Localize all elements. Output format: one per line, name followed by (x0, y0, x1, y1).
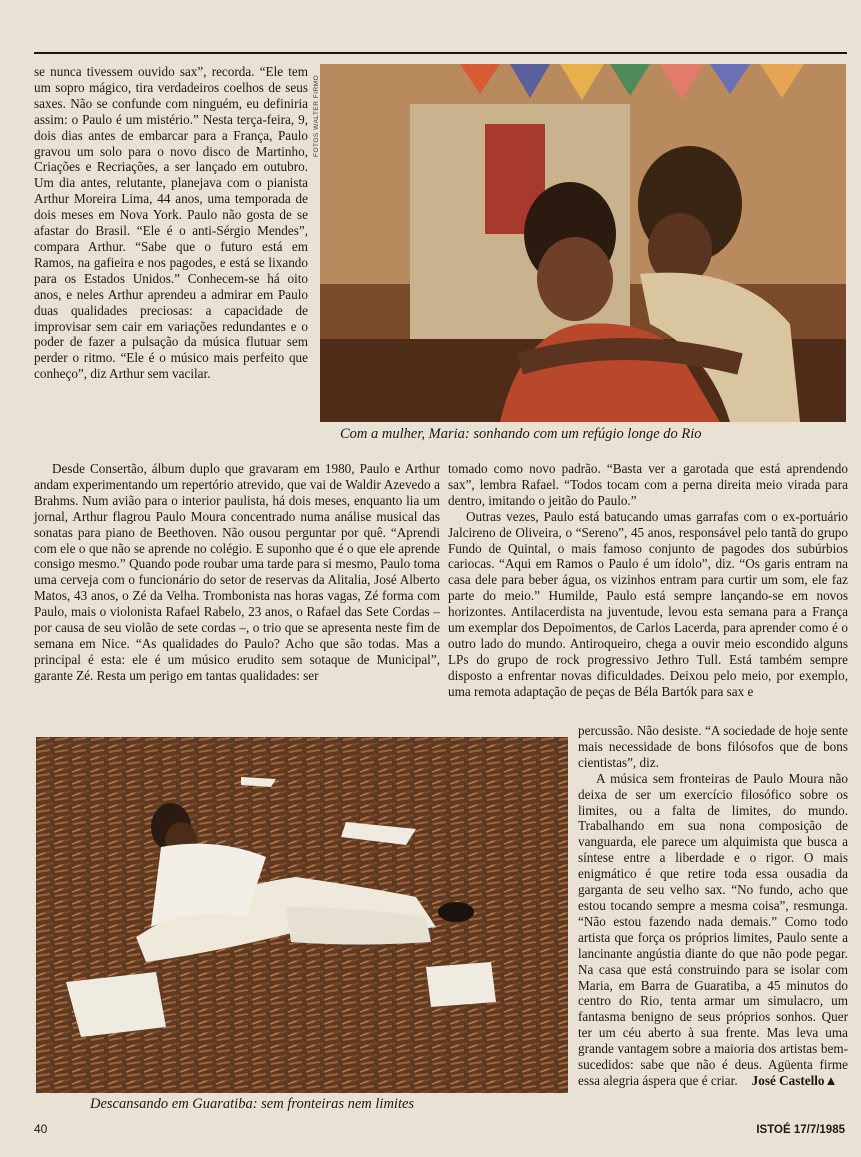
photo-credit: FOTOS WALTER FIRMO (313, 74, 320, 158)
article-paragraph: Outras vezes, Paulo está batucando umas garrafas com o ex-portuário Jalcireno de Oliveira, o “Sereno”, 45 anos, responsável pelo tantã do grupo Fundo de Quintal, o mais famoso conjunto de pagodes dos subúrbios cariocas. “Aqui em Ramos o Paulo é um ídolo”, diz. “Os garis entram na casa dele para beber água, os vizinhos entram para curtir um som, ele faz parte do meio.” Humilde, Paulo está sempre lançando-se em novos horizontes. Antilacerdista na juventude, levou esta semana para a França um exemplar dos Depoimentos, de Carlos Lacerda, para aprender como é o outro lado do mundo. Antiroqueiro, chega a ouvir meio escondido alguns LPs do grupo de rock progressivo Jethro Tull. Está também sempre disposto a enfrentar novas dificuldades. Deixou pelo meio, por exemplo, uma remota adaptação de peças de Béla Bartók para sax e (448, 508, 848, 699)
issue-date: ISTOÉ 17/7/1985 (756, 1124, 845, 1136)
article-paragraph: Desde Consertão, álbum duplo que gravaram em 1980, Paulo e Arthur andam experimentando um repertório atrevido, que vai de Waldir Azevedo a Brahms. Num avião para o interior paulista, há dois meses, enquanto lia um jornal, Arthur flagrou Paulo Moura concentrado numa análise musical das sonatas para piano de Beethoven. Não ousou perguntar por quê. “Aprendi com ele o que não se aprende no colégio. E suponho que é o que ele aprende consigo mesmo.” Quando pode roubar uma tarde para si mesmo, Paulo toma uma cerveja com o funcionário do setor de reservas da Alitalia, José Alberto Matos, 43 anos, o Zé da Velha. Trombonista nas horas vagas, Zé forma com Paulo, mais o violonista Rafael Rabelo, 23 anos, o Rafael das Sete Cordas – por causa de seu violão de sete cordas –, o trio que se apresenta neste fim de semana em Nice. “As qualidades do Paulo? Acho que são todas. Mas a principal é esta: ele é um músico erudito sem sotaque de Municipal”, garante Zé. Resta um perigo em tantas qualidades: ser (34, 461, 440, 683)
article-column-3 (578, 723, 848, 1089)
photo-couple (320, 64, 846, 422)
article-paragraph: se nunca tivessem ouvido sax”, recorda. “Ele tem um sopro mágico, tira verdadeiros coelhos de seus saxes. Não se confunde com ninguém, eu definiria assim: o Paulo é um mistério.” Nesta terça-feira, 9, dois dias antes de embarcar para a França, Paulo gravou um solo para o novo disco de Martinho, Criações e Recriações, a ser lançado em outubro. Um dia antes, relutante, planejava com o pianista Arthur Moreira Lima, 44 anos, uma temporada de dois meses em Nova York. Paulo não gosta de se afastar do Brasil. “Ele é o anti-Sérgio Mendes”, compara Arthur. “Sabe que o futuro está em Ramos, na gafieira e nos pagodes, e está se lixando para os Estados Unidos.” Conhecem-se há oito anos, e neles Arthur aprendeu a admirar em Paulo duas qualidades preciosas: a capacidade de improvisar sem cair em variações redundantes e o poder de fazer a pulsação da música flutuar sem perder o ritmo. “Ele é o músico mais perfeito que conheço”, diz Arthur sem vacilar. (34, 64, 308, 382)
photo-lying-man-image (36, 737, 568, 1093)
page-number: 40 (34, 1122, 48, 1136)
article-column-2 (448, 461, 848, 700)
article-paragraph (578, 771, 848, 1089)
photo-caption-2: Descansando em Guaratiba: sem fronteiras nem limites (90, 1096, 415, 1112)
article-paragraph: percussão. Não desiste. “A sociedade de hoje sente mais necessidade de bons filósofos que de bons cientistas”, diz. (578, 723, 848, 770)
photo-lying-man (36, 737, 568, 1093)
article-paragraph: tomado como novo padrão. “Basta ver a garotada que está aprendendo sax”, lembra Rafael. “Todos tocam com a perna direita meio virada para dentro, imitando o jeitão do Paulo.” (448, 461, 848, 508)
article-text: A música sem fronteiras de Paulo Moura não deixa de ser um exercício filosófico sobre os limites, ou a falta de limites, do mundo. Trabalhando em sua nona composição de vanguarda, ele parece um alquimista que busca a síntese entre a liberdade e o rigor. O mais enigmático é que retire toda essa ousadia da garganta de seu velho sax. “No fundo, acho que estou tocando sempre a mesma coisa”, resmunga. “Não estou fazendo nada demais.” Como todo artista que força os próprios limites, Paulo sente a lancinante angústia diante do que não pode pegar. Na casa que está construindo para se isolar com Maria, em Barra de Guaratiba, a 45 minutos do centro do Rio, tenta armar um simulacro, um fantasma benigno de seus próprios sonhos. Quer ter um céu aberto à sua frente. Mas leva uma grande vantagem sobre a maioria dos artistas bem-sucedidos: sabe que não é deus. Agüenta firme essa alegria áspera que é criar. (578, 770, 848, 1088)
photo-caption-1: Com a mulher, Maria: sonhando com um refúgio longe do Rio (340, 426, 702, 442)
article-column-wide (34, 461, 440, 684)
author-byline: José Castello▲ (751, 1072, 838, 1088)
top-rule (34, 52, 847, 54)
article-column-1 (34, 64, 308, 382)
photo-couple-image (320, 64, 846, 422)
